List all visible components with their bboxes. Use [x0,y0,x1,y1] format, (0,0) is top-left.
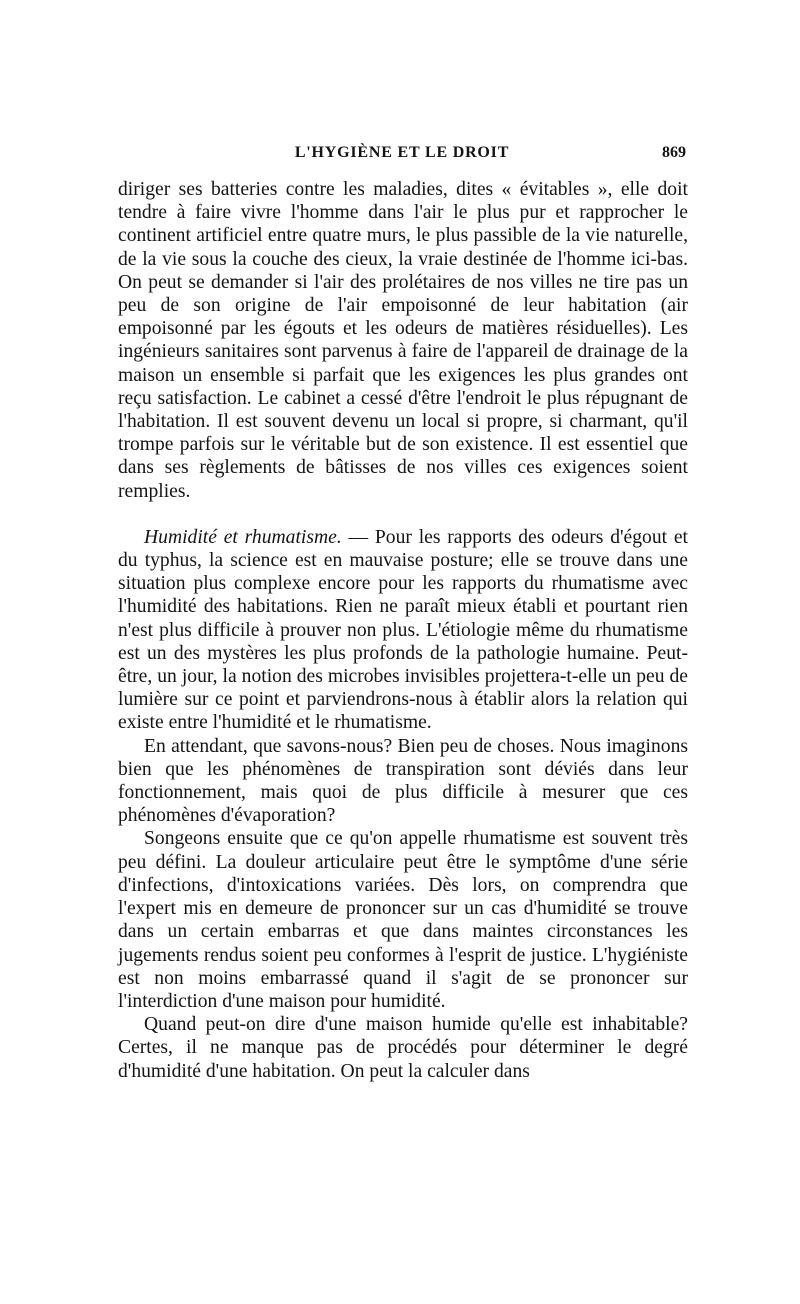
section-opening-text: — Pour les rapports des odeurs d'égout et du typhus, la science est en mauvaise posture; elle se trouve dans une situation plus complexe encore pour les rapports du rhumatisme avec l'humidité des habitations. Rien ne paraît mieux établi et pourtant rien n'est plus difficile à prouver non plus. L'étiologie même du rhumatisme est un des mystères les plus profonds de la pathologie humaine. Peut-être, un jour, la notion des microbes invisibles projettera-t-elle un peu de lumière sur ce point et parviendrons-nous à établir alors la relation qui existe entre l'humidité et le rhumatisme. [118,526,688,734]
body-text [118,178,688,1083]
paragraph: Quand peut-on dire d'une maison humide qu'elle est inhabitable? Certes, il ne manque pas de procédés pour déterminer le degré d'humidité d'une habitation. On peut la calculer dans [118,1014,688,1082]
page-header [118,144,686,172]
paragraph-continued: diriger ses batteries contre les maladies, dites « évitables », elle doit tendre à faire vivre l'homme dans l'air le plus pur et rapprocher le continent artificiel entre quatre murs, le plus passible de la vie naturelle, de la vie sous la couche des cieux, la vraie destinée de l'homme ici-bas. On peut se demander si l'air des prolétaires de nos villes ne tire pas un peu de son origine de l'air empoisonné de leur habitation (air empoisonné par les égouts et les odeurs de matières résiduelles). Les ingénieurs sanitaires sont parvenus à faire de l'appareil de drainage de la maison un ensemble si parfait que les exigences les plus grandes ont reçu satisfaction. Le cabinet a cessé d'être l'endroit le plus répugnant de l'habitation. Il est souvent devenu un local si propre, si charmant, qu'il trompe parfois sur le véritable but de son existence. Il est essentiel que dans ses règlements de bâtisses de nos villes ces exigences soient remplies. [118,179,688,502]
section-humidite-rhumatisme [118,526,688,1083]
section-opening-paragraph [118,526,688,735]
paragraph: En attendant, que savons-nous? Bien peu de choses. Nous imaginons bien que les phénomènes de transpiration sont déviés dans leur fonctionnement, mais quoi de plus difficile à mesurer que ces phénomènes d'évaporation? [118,735,688,827]
section-heading: Humidité et rhumatisme. [144,526,342,548]
running-title: L'HYGIÈNE ET LE DROIT [294,144,510,161]
paragraph: Songeons ensuite que ce qu'on appelle rhumatisme est souvent très peu défini. La douleur articulaire peut être le symptôme d'une série d'infections, d'intoxications variées. Dès lors, on comprendra que l'expert mis en demeure de prononcer sur un cas d'humidité se trouve dans un certain embarras et que dans maintes circonstances les jugements rendus soient peu conformes à l'esprit de justice. L'hygiéniste est non moins embarrassé quand il s'agit de se prononcer sur l'interdiction d'une maison pour humidité. [118,828,688,1012]
page-number: 869 [662,144,686,161]
